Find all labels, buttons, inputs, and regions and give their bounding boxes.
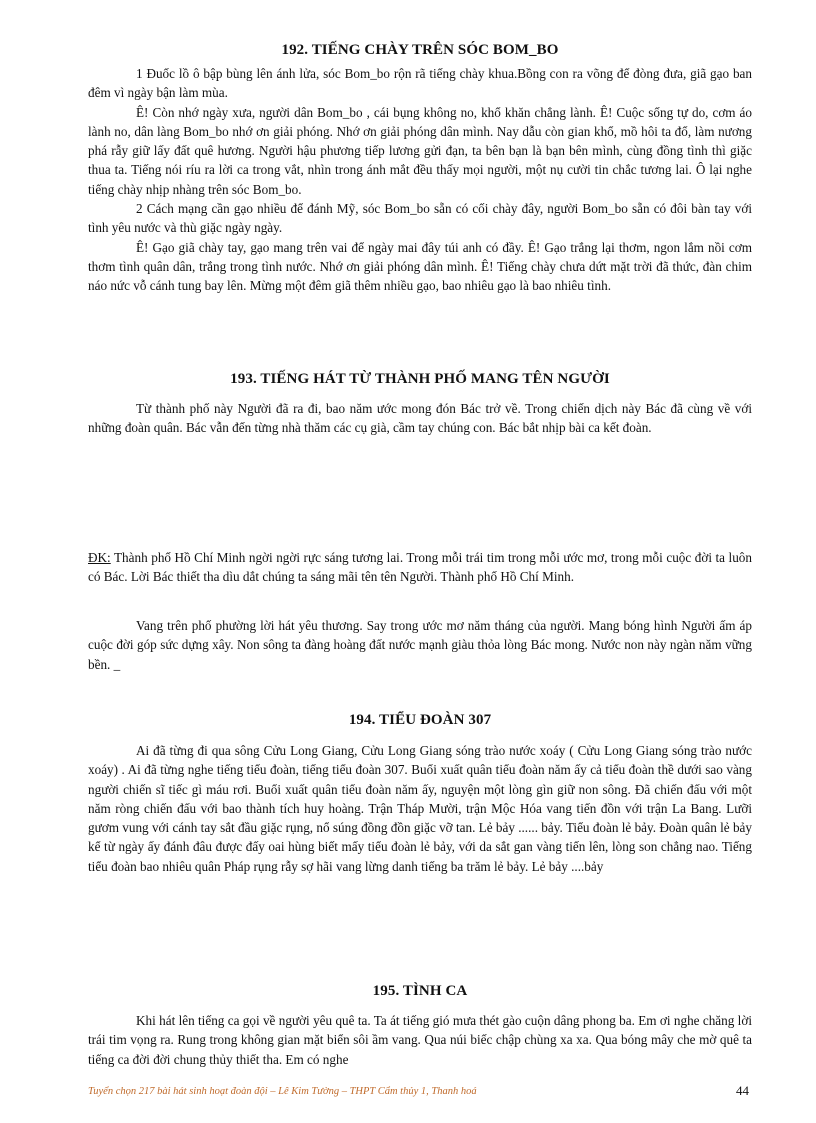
song-body-192 [88, 64, 752, 296]
paragraph: 2 Cách mạng cần gạo nhiều để đánh Mỹ, sóc Bom_bo sẵn có cối chày đây, người Bom_bo sẵn có đôi bàn tay với tình yêu nước và thù giặc ngày ngày. [88, 201, 752, 236]
paragraph: Khi hát lên tiếng ca gọi về người yêu quê ta. Ta át tiếng gió mưa thét gào cuộn dâng phong ba. Em ơi nghe chăng lời trái tim vọng ra. Rung trong không gian mặt biển sôi ầm vang. Qua núi biếc chập chùng xa xa. Qua bóng mây che mờ quê ta tiếng ca đời đời chung thủy thiết tha. Em có nghe [88, 1013, 752, 1067]
paragraph: Từ thành phố này Người đã ra đi, bao năm ước mong đón Bác trở về. Trong chiến dịch này Bác đã cùng về với những đoàn quân. Bác vẫn đến từng nhà thăm các cụ già, cầm tay chúng con. Bác bắt nhịp bài ca kết đoàn. [88, 401, 752, 436]
song-body-193 [88, 399, 752, 438]
paragraph: Ê! Gạo giã chày tay, gạo mang trên vai để ngày mai đây túi anh có đầy. Ê! Gạo trắng lại thơm, ngon lắm nồi cơm thơm tình quân dân, trắng trong tình nước. Nhớ ơn giải phóng dân mình. Ê! Tiếng chày chưa dứt mặt trời đã thức, đàn chim náo nức vỗ cánh tung bay lên. Mừng một đêm giã thêm nhiều gạo, bao nhiêu gạo là bao nhiêu tình. [88, 239, 752, 294]
song-title-193: 193. TIẾNG HÁT TỪ THÀNH PHỐ MANG TÊN NGƯỜI [230, 371, 610, 387]
chorus-label: ĐK: [88, 550, 111, 565]
song-chorus-193 [88, 548, 752, 587]
song-body-194 [88, 741, 752, 876]
chorus-text: Thành phố Hồ Chí Minh ngời ngời rực sáng tương lai. Trong mỗi trái tim trong mỗi ước mơ, trong mỗi cuộc đời ta luôn có Bác. Lời Bác thiết tha dìu dắt chúng ta sáng mãi tên tên Người. Thành phố Hồ Chí Minh. [88, 550, 752, 585]
song-body-193-verse2 [88, 616, 752, 674]
song-title-194: 194. TIỂU ĐOÀN 307 [348, 712, 492, 728]
paragraph: 1 Đuốc lồ ô bập bùng lên ánh lửa, sóc Bom_bo rộn rã tiếng chày khua.Bồng con ra võng để đòng đưa, giã gạo ban đêm vì ngày bận làm mùa. [88, 66, 752, 101]
paragraph: Ê! Còn nhớ ngày xưa, người dân Bom_bo , cái bụng không no, khổ khăn chẳng lành. Ê! Cuộc sống tự do, cơm áo lành no, dân làng Bom_bo nhớ ơn giải phóng. Nhớ ơn giải phóng dân mình. Nay dẫu còn gian khổ, mồ hôi ta đổ, làm nương phá rẫy giữ lấy đất quê hương. Người hậu phương tiếp lương gửi đạn, ta bên bạn là bạn bên mình, cùng đồng tình thì giặc thua ta. Tiếng nói ríu ra lời ca trong vắt, nhìn trong ánh mắt đều thấy mọi người, một nụ cười tin chắc tương lai. Ô lại nghe tiếng chày nhịp nhàng trên sóc Bom_bo. [88, 104, 752, 197]
song-title-192: 192. TIẾNG CHÀY TRÊN SÓC BOM_BO [281, 42, 559, 58]
paragraph: Ai đã từng đi qua sông Cửu Long Giang, Cửu Long Giang sóng trào nước xoáy ( Cửu Long Giang sóng trào nước xoáy) . Ai đã từng nghe tiếng tiểu đoàn, tiếng tiểu đoàn 307. Buổi xuất quân tiểu đoàn năm ấy cả tiểu đoàn thề dưới sao vàng người chiến sĩ tiếc gì máu rơi. Buổi xuất quân tiểu đoàn năm ấy, nguyện một lòng gìn giữ non sông. Đã chiến đấu với một năm ròng chiến đấu với bao thành tích huy hoàng. Trận Tháp Mười, trận Mộc Hóa vang tiến đồn với trận La Bang. Lưỡi gươm vung với cánh tay sắt đầu giặc rụng, nổ súng đồng đồn giặc vỡ tan. Lẻ bảy ...... bảy. Tiểu đoàn lẻ bảy. Đoàn quân lẻ bảy kể từ ngày ấy đánh đâu được đấy oai hùng biết mấy tiểu đoàn lẻ bảy, với da sắt gan vàng tiến lên, lòng son chẳng nao. Tiếng tiểu đoàn bao nhiêu quân Pháp rụng rẫy sợ hãi vang lừng danh tiếng ba trăm lẻ bảy. Lẻ bảy ....bảy [88, 743, 752, 874]
page-number: 44 [736, 1083, 749, 1098]
song-body-195 [88, 1011, 752, 1069]
footer-credit: Tuyển chọn 217 bài hát sinh hoạt đoàn đội – Lê Kim Tường – THPT Cẩm thủy 1, Thanh hoá [88, 1086, 477, 1097]
song-title-195: 195. TÌNH CA [372, 983, 468, 999]
chorus-paragraph [88, 548, 752, 587]
paragraph: Vang trên phố phường lời hát yêu thương. Say trong ước mơ năm tháng của người. Mang bóng hình Người ấm áp cuộc đời góp sức dựng xây. Non sông ta đàng hoàng đất nước mạnh giàu thỏa lòng Bác mong. Nước non này ngàn năm vững bền. _ [88, 618, 752, 672]
